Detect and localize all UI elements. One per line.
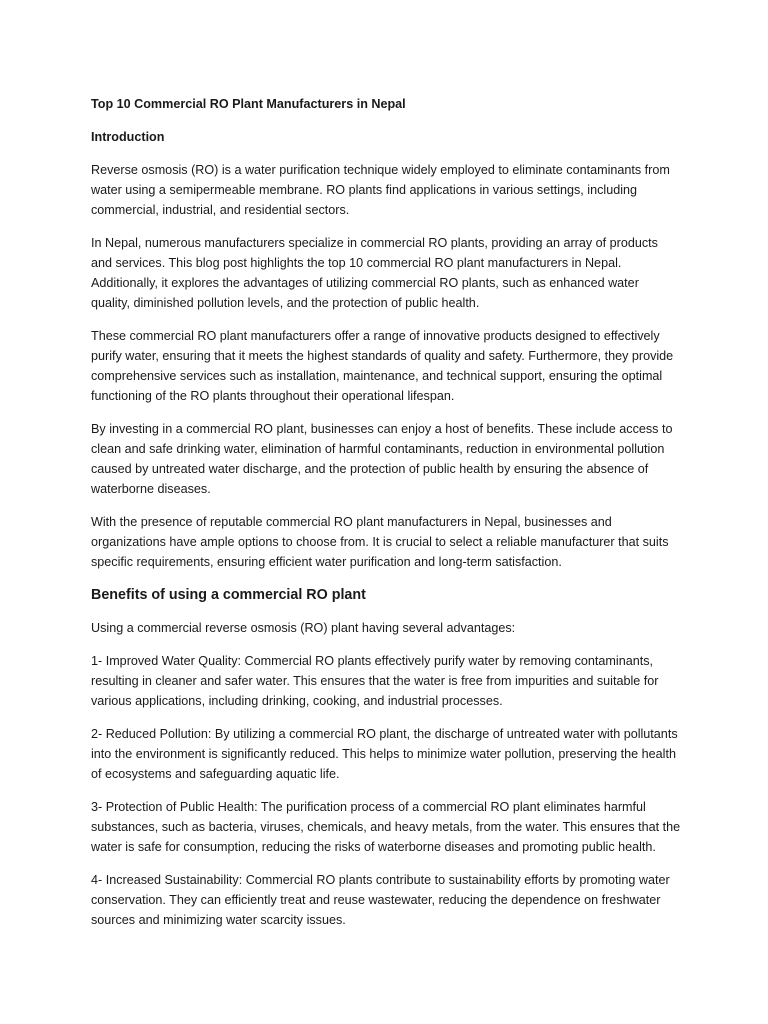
intro-paragraph: These commercial RO plant manufacturers offer a range of innovative products designed to effectively purify water, ensuring that it meets the highest standards of quality and safety. Furthermore, they provide comprehensive services such as installation, maintenance, and technical support, ensuring the optimal functioning of the RO plants throughout their operational lifespan. <box>91 329 674 403</box>
benefit-item: 3- Protection of Public Health: The purification process of a commercial RO plant eliminates harmful substances, such as bacteria, viruses, chemicals, and heavy metals, from the water. This ensures that the water is safe for consumption, reducing the risks of waterborne diseases and promoting public health. <box>91 800 681 854</box>
intro-paragraph: In Nepal, numerous manufacturers specialize in commercial RO plants, providing an array of products and services. This blog post highlights the top 10 commercial RO plant manufacturers in Nepal. Additionally, it explores the advantages of utilizing commercial RO plants, such as enhanced water quality, diminished pollution levels, and the protection of public health. <box>91 236 658 310</box>
document-title: Top 10 Commercial RO Plant Manufacturers in Nepal <box>91 97 406 111</box>
document-body <box>91 94 681 943</box>
benefit-item: 2- Reduced Pollution: By utilizing a commercial RO plant, the discharge of untreated water with pollutants into the environment is significantly reduced. This helps to minimize water pollution, preserving the health of ecosystems and safeguarding aquatic life. <box>91 727 678 781</box>
intro-paragraph: By investing in a commercial RO plant, businesses can enjoy a host of benefits. These include access to clean and safe drinking water, elimination of harmful contaminants, reduction in environmental pollution caused by untreated water discharge, and the protection of public health by ensuring the absence of waterborne diseases. <box>91 422 673 496</box>
intro-paragraph: Reverse osmosis (RO) is a water purification technique widely employed to eliminate contaminants from water using a semipermeable membrane. RO plants find applications in various settings, including commercial, industrial, and residential sectors. <box>91 163 670 217</box>
benefits-intro: Using a commercial reverse osmosis (RO) plant having several advantages: <box>91 621 516 635</box>
benefit-item: 4- Increased Sustainability: Commercial RO plants contribute to sustainability efforts by promoting water conservation. They can efficiently treat and reuse wastewater, reducing the dependence on freshwater sources and minimizing water scarcity issues. <box>91 873 670 927</box>
benefit-item: 1- Improved Water Quality: Commercial RO plants effectively purify water by removing contaminants, resulting in cleaner and safer water. This ensures that the water is free from impurities and suitable for various applications, including drinking, cooking, and industrial processes. <box>91 654 659 708</box>
benefits-heading: Benefits of using a commercial RO plant <box>91 587 366 603</box>
intro-paragraph: With the presence of reputable commercial RO plant manufacturers in Nepal, businesses and organizations have ample options to choose from. It is crucial to select a reliable manufacturer that suits specific requirements, ensuring efficient water purification and long-term satisfaction. <box>91 515 669 569</box>
introduction-heading: Introduction <box>91 130 165 144</box>
